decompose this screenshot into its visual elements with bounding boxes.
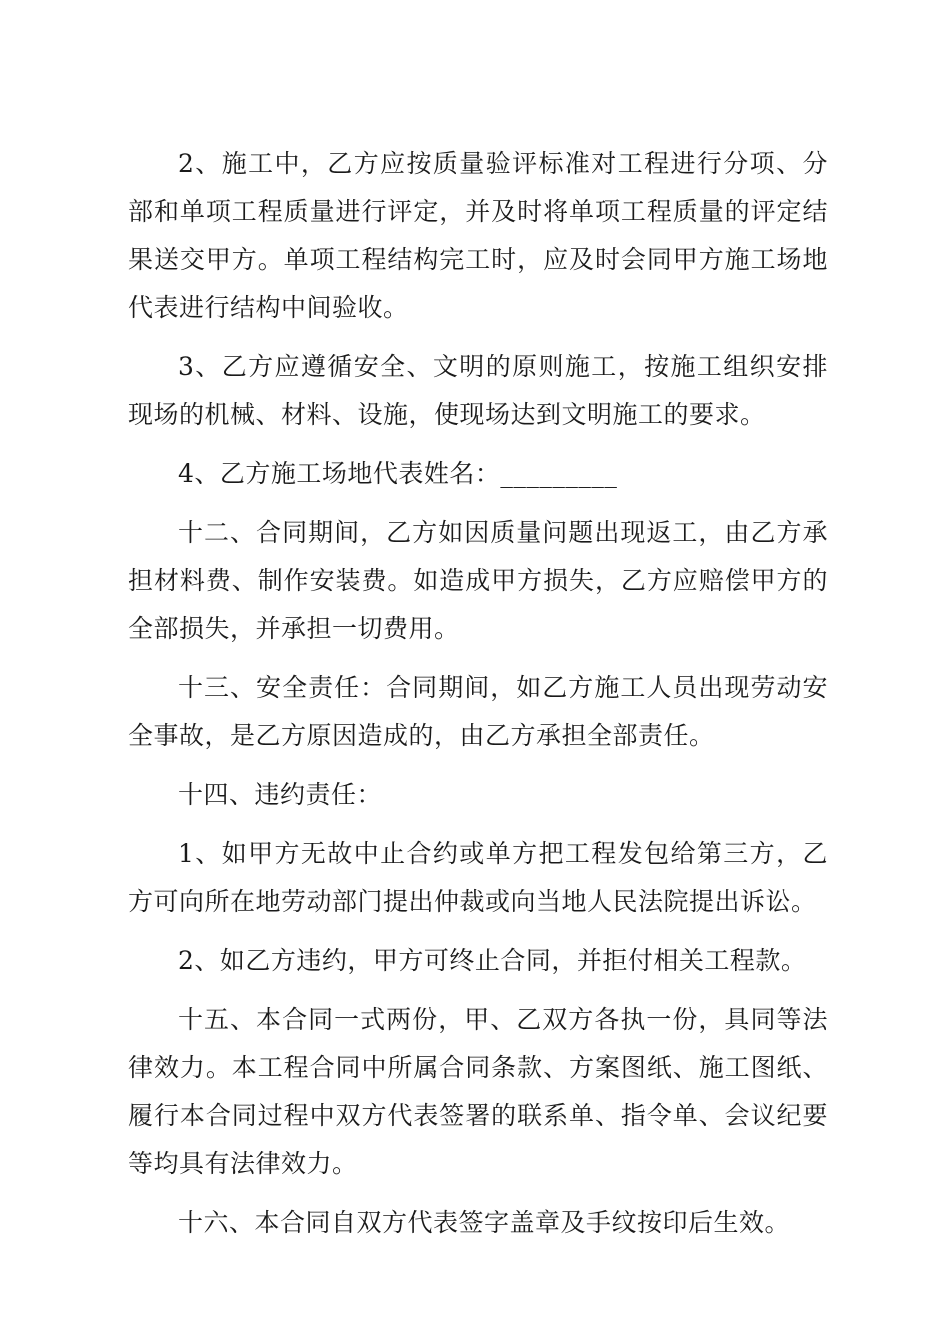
clause-party-b-breach: 2、如乙方违约，甲方可终止合同，并拒付相关工程款。 — [178, 946, 807, 975]
section-12-rework: 十二、合同期间，乙方如因质量问题出现返工，由乙方承担材料费、制作安装费。如造成甲方损失，乙方应赔偿甲方的全部损失，并承担一切费用。 — [128, 518, 828, 643]
clause-party-a-breach: 1、如甲方无故中止合约或单方把工程发包给第三方，乙方可向所在地劳动部门提出仲裁或向当地人民法院提出诉讼。 — [128, 839, 828, 916]
clause-safe-civilized-construction: 3、乙方应遵循安全、文明的原则施工，按施工组织安排现场的机械、材料、设施，使现场达到文明施工的要求。 — [128, 352, 828, 429]
section-14-heading: 十四、违约责任： — [178, 780, 383, 809]
section-16-effective-date: 十六、本合同自双方代表签字盖章及手纹按印后生效。 — [178, 1208, 791, 1237]
clause-site-representative-name: 4、乙方施工场地代表姓名：_________ — [178, 459, 618, 488]
section-13-safety-responsibility: 十三、安全责任：合同期间，如乙方施工人员出现劳动安全事故，是乙方原因造成的，由乙方承担全部责任。 — [128, 673, 828, 750]
contract-body — [128, 140, 828, 1258]
section-15-copies-validity: 十五、本合同一式两份，甲、乙双方各执一份，具同等法律效力。本工程合同中所属合同条款、方案图纸、施工图纸、履行本合同过程中双方代表签署的联系单、指令单、会议纪要等均具有法律效力。 — [128, 1005, 828, 1178]
clause-quality-evaluation: 2、施工中，乙方应按质量验评标准对工程进行分项、分部和单项工程质量进行评定，并及时将单项工程质量的评定结果送交甲方。单项工程结构完工时，应及时会同甲方施工场地代表进行结构中间验收。 — [128, 149, 828, 322]
